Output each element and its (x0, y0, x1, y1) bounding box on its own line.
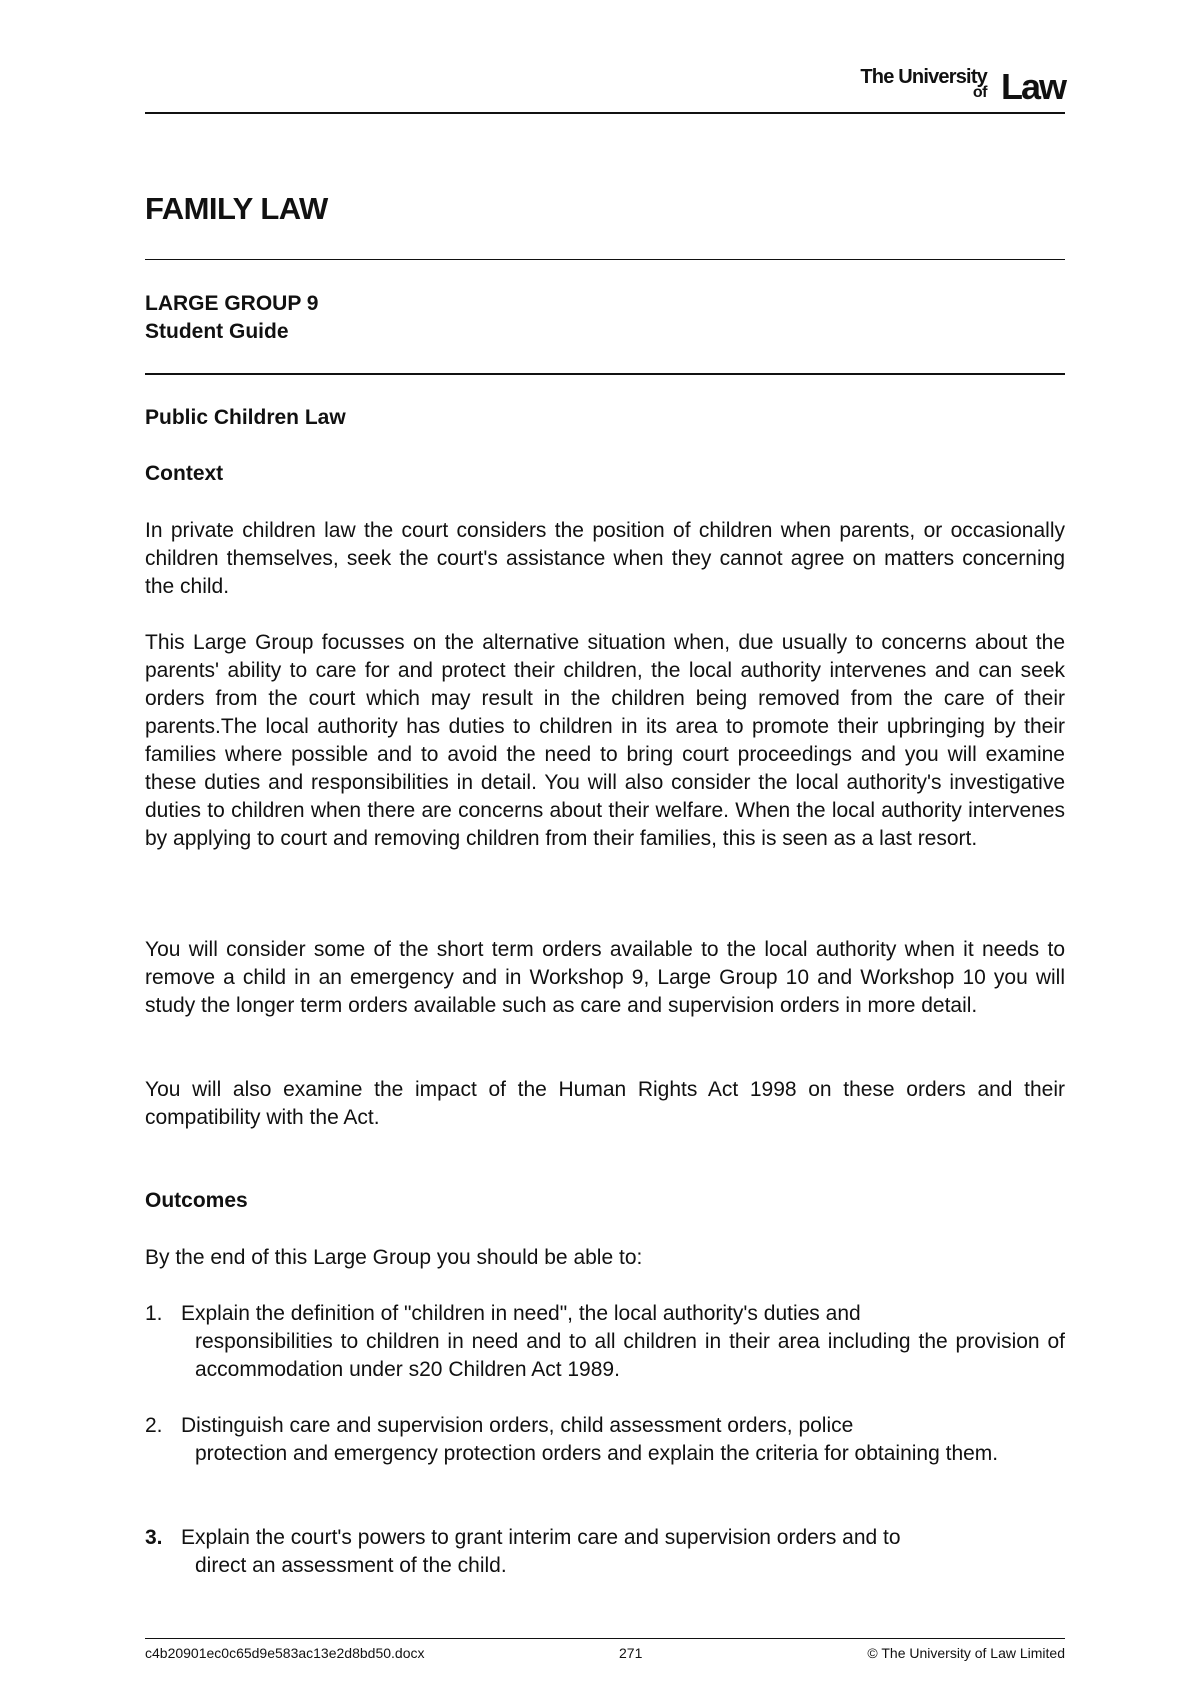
logo-line2: of (972, 84, 987, 101)
paragraph-2: This Large Group focusses on the alternative situation when, due usually to concerns about the parents' ability to care for and protect their children, the local authority intervenes and can seek orders from the court which may result in the children being removed from the care of their parents.The local authority has duties to children in its area to promote their upbringing by their families where possible and to avoid the need to bring court proceedings and you will examine these duties and responsibilities in detail. You will also consider the local authority's investigative duties to children when there are concerns about their welfare. When the local authority intervenes by applying to court and removing children from their families, this is seen as a last resort. (145, 631, 1065, 850)
list-number: 1. (145, 1302, 163, 1325)
footer-divider (145, 1638, 1065, 1639)
logo-line1: The University (860, 66, 987, 88)
paragraph-4: You will also examine the impact of the Human Rights Act 1998 on these orders and their compatibility with the Act. (145, 1078, 1065, 1129)
footer-copyright: © The University of Law Limited (867, 1645, 1065, 1661)
list-text-rest: protection and emergency protection orders and explain the criteria for obtaining them. (195, 1442, 999, 1465)
paragraph-1: In private children law the court considers the position of children when parents, or occasionally children themselves, seek the court's assistance when they cannot agree on matters concerning the child. (145, 519, 1065, 598)
list-text-first: Distinguish care and supervision orders, child assessment orders, police (181, 1414, 854, 1437)
group-heading (145, 290, 1065, 346)
context-heading: Context (145, 462, 224, 485)
topic-heading: Public Children Law (145, 406, 346, 429)
group-label: LARGE GROUP 9 (145, 292, 319, 315)
list-item (145, 1412, 1065, 1468)
university-logo (855, 66, 1065, 106)
footer-filename: c4b20901ec0c65d9e583ac13e2d8bd50.docx (145, 1645, 425, 1661)
list-text-rest: direct an assessment of the child. (195, 1554, 507, 1577)
list-number: 3. (145, 1526, 163, 1549)
document-title: FAMILY LAW (145, 191, 328, 226)
list-item (145, 1524, 1065, 1580)
section-divider (145, 373, 1065, 375)
list-text-first: Explain the definition of "children in need", the local authority's duties and (181, 1302, 861, 1325)
outcomes-intro: By the end of this Large Group you should be able to: (145, 1246, 643, 1269)
list-item (145, 1300, 1065, 1384)
logo-big: Law (1000, 66, 1065, 107)
paragraph-3: You will consider some of the short term orders available to the local authority when it needs to remove a child in an emergency and in Workshop 9, Large Group 10 and Workshop 10 you will study the longer term orders available such as care and supervision orders in more detail. (145, 938, 1065, 1017)
list-number: 2. (145, 1414, 163, 1437)
list-text-first: Explain the court's powers to grant interim care and supervision orders and to (181, 1526, 901, 1549)
outcomes-heading: Outcomes (145, 1189, 248, 1212)
list-text-rest: responsibilities to children in need and to all children in their area including the provision of accommodation under s20 Children Act 1989. (195, 1330, 1065, 1381)
header-divider (145, 112, 1065, 114)
title-divider (145, 259, 1065, 260)
guide-label: Student Guide (145, 320, 289, 343)
footer-page-number: 271 (619, 1645, 643, 1661)
